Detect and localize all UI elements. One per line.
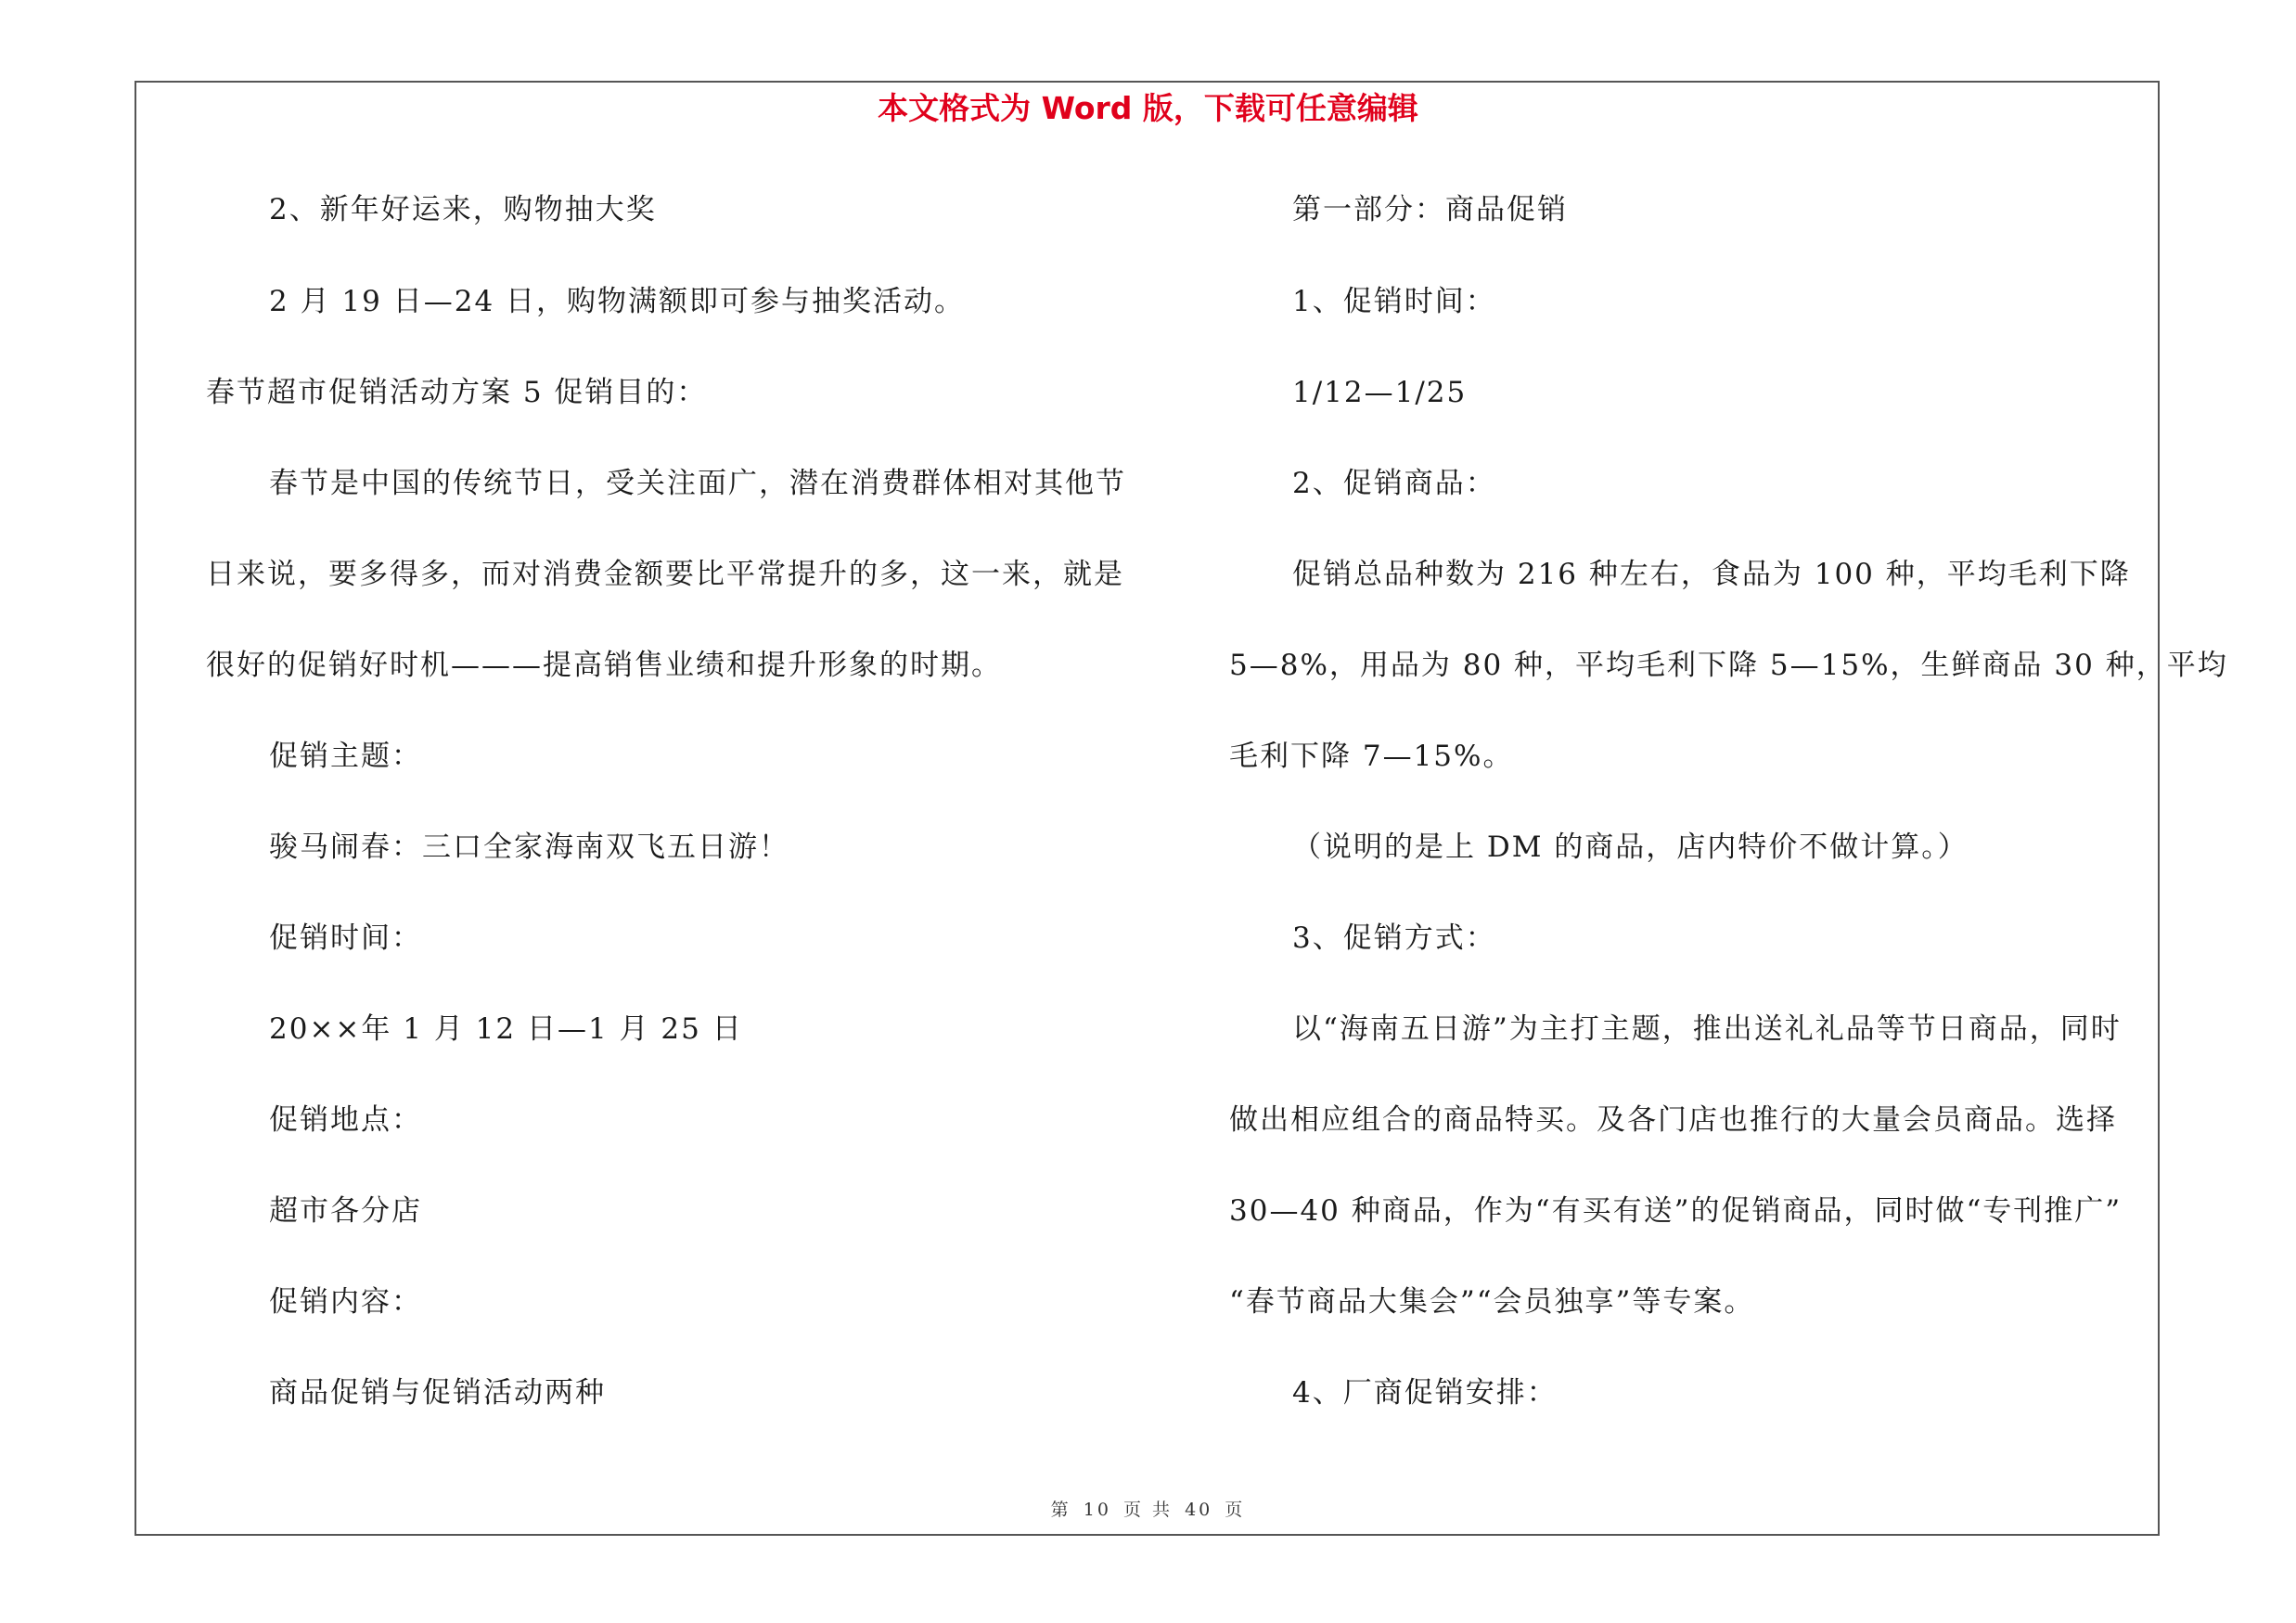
paragraph: 春节是中国的传统节日，受关注面广，潜在消费群体相对其他节	[269, 467, 1126, 500]
paragraph: 以“海南五日游”为主打主题，推出送礼礼品等节日商品，同时	[1292, 1012, 2122, 1046]
paragraph: “春节商品大集会”“会员独享”等专案。	[1229, 1285, 1755, 1319]
footer-suffix: 页	[1225, 1500, 1246, 1520]
paragraph: 做出相应组合的商品特买。及各门店也推行的大量会员商品。选择	[1229, 1103, 2117, 1137]
paragraph: 2、促销商品：	[1292, 467, 1496, 500]
paragraph: 促销内容：	[269, 1285, 422, 1319]
paragraph: 3、促销方式：	[1292, 921, 1496, 955]
footer-mid: 页 共	[1122, 1500, 1174, 1520]
page-footer	[0, 1496, 2296, 1521]
paragraph: 促销时间：	[269, 921, 422, 955]
footer-prefix: 第	[1050, 1500, 1071, 1520]
paragraph: 4、厂商促销安排：	[1292, 1376, 1558, 1410]
paragraph: 促销地点：	[269, 1103, 422, 1137]
paragraph: 2、新年好运来，购物抽大奖	[269, 193, 657, 226]
paragraph: 30—40 种商品，作为“有买有送”的促销商品，同时做“专刊推广”	[1229, 1194, 2123, 1228]
paragraph: 1/12—1/25	[1292, 376, 1468, 409]
paragraph: 20××年 1 月 12 日—1 月 25 日	[269, 1012, 743, 1046]
paragraph: 商品促销与促销活动两种	[269, 1376, 606, 1410]
paragraph: 毛利下降 7—15%。	[1229, 740, 1514, 773]
paragraph: 促销主题：	[269, 740, 422, 773]
paragraph: 2 月 19 日—24 日，购物满额即可参与抽奖活动。	[269, 285, 966, 318]
footer-page-number: 10	[1083, 1500, 1111, 1520]
paragraph: （说明的是上 DM 的商品，店内特价不做计算。）	[1292, 831, 1969, 864]
paragraph: 骏马闹春：三口全家海南双飞五日游！	[269, 831, 789, 864]
paragraph: 5—8%，用品为 80 种，平均毛利下降 5—15%，生鲜商品 30 种，平均	[1229, 649, 2228, 682]
paragraph: 第一部分：商品促销	[1292, 193, 1568, 226]
paragraph: 春节超市促销活动方案 5 促销目的：	[206, 376, 708, 409]
paragraph: 很好的促销好时机———提高销售业绩和提升形象的时期。	[206, 649, 1002, 682]
header-banner: 本文格式为 Word 版，下载可任意编辑	[878, 90, 1418, 126]
paragraph: 促销总品种数为 216 种左右，食品为 100 种，平均毛利下降	[1292, 558, 2131, 591]
paragraph: 1、促销时间：	[1292, 285, 1496, 318]
paragraph: 日来说，要多得多，而对消费金额要比平常提升的多，这一来，就是	[206, 558, 1124, 591]
footer-total-pages: 40	[1185, 1500, 1213, 1520]
paragraph: 超市各分店	[269, 1194, 422, 1228]
